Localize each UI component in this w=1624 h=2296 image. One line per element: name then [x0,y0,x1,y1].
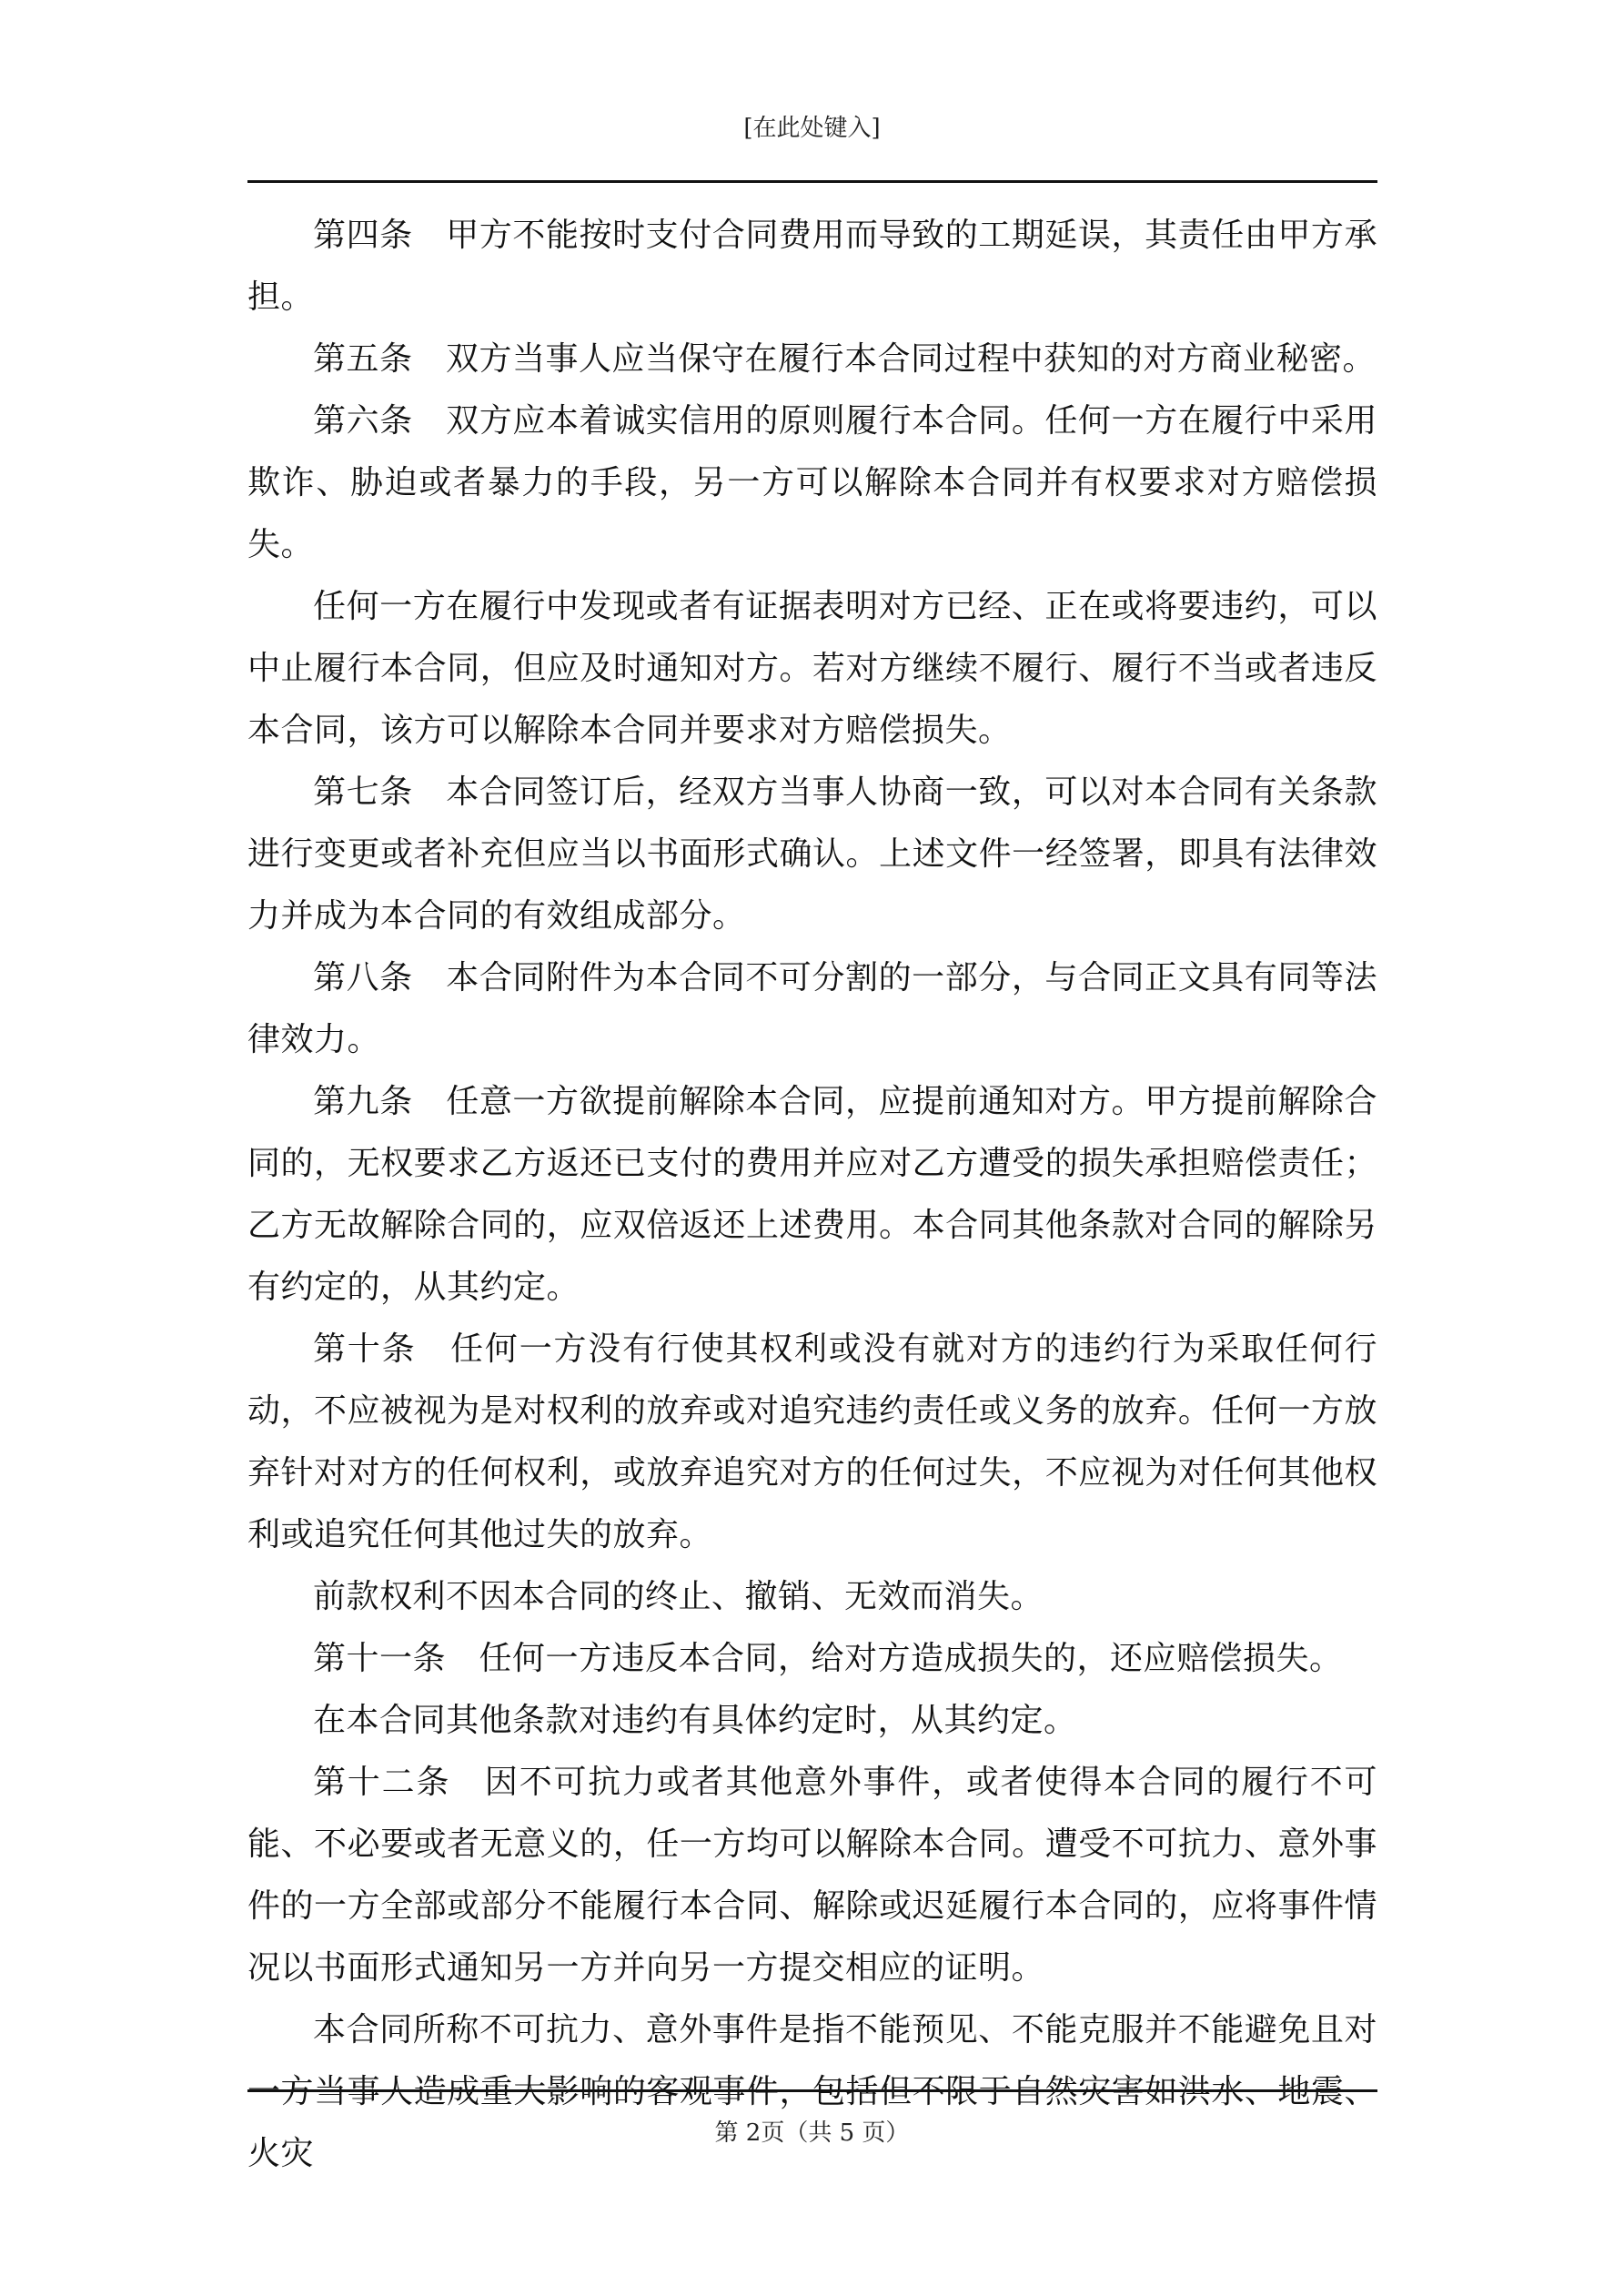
article-10-continuation-paragraph: 前款权利不因本合同的终止、撤销、无效而消失。 [313,1578,1044,1615]
footer-rule [247,2089,1377,2092]
header-placeholder: [在此处键入] [743,115,881,142]
article-12-continuation-paragraph: 本合同所称不可抗力、意外事件是指不能预见、不能克服并不能避免且对一方当事人造成重大影响的客观事件，包括但不限于自然灾害如洪水、地震、火灾 [247,2011,1377,2172]
article-8-paragraph: 第八条 本合同附件为本合同不可分割的一部分，与合同正文具有同等法律效力。 [247,959,1377,1058]
article-10-paragraph: 第十条 任何一方没有行使其权利或没有就对方的违约行为采取任何行动，不应被视为是对权利的放弃或对追究违约责任或义务的放弃。任何一方放弃针对对方的任何权利，或放弃追究对方的任何过失，不应视为对任何其他权利或追究任何其他过失的放弃。 [247,1330,1377,1553]
document-body [247,205,1377,2185]
article-4-paragraph: 第四条 甲方不能按时支付合同费用而导致的工期延误，其责任由甲方承担。 [247,217,1377,316]
article-9-paragraph: 第九条 任意一方欲提前解除本合同，应提前通知对方。甲方提前解除合同的，无权要求乙方返还已支付的费用并应对乙方遭受的损失承担赔偿责任；乙方无故解除合同的，应双倍返还上述费用。本合同其他条款对合同的解除另有约定的，从其约定。 [247,1083,1377,1306]
page-number: 第 2页（共 5 页） [714,2119,910,2147]
article-7-paragraph: 第七条 本合同签订后，经双方当事人协商一致，可以对本合同有关条款进行变更或者补充但应当以书面形式确认。上述文件一经签署，即具有法律效力并成为本合同的有效组成部分。 [247,774,1377,935]
article-11-continuation-paragraph: 在本合同其他条款对违约有具体约定时，从其约定。 [313,1702,1077,1739]
article-12-paragraph: 第十二条 因不可抗力或者其他意外事件，或者使得本合同的履行不可能、不必要或者无意义的，任一方均可以解除本合同。遭受不可抗力、意外事件的一方全部或部分不能履行本合同、解除或迟延履行本合同的，应将事件情况以书面形式通知另一方并向另一方提交相应的证明。 [247,1764,1377,1987]
article-11-paragraph: 第十一条 任何一方违反本合同，给对方造成损失的，还应赔偿损失。 [313,1640,1343,1677]
article-6-continuation-paragraph: 任何一方在履行中发现或者有证据表明对方已经、正在或将要违约，可以中止履行本合同，但应及时通知对方。若对方继续不履行、履行不当或者违反本合同，该方可以解除本合同并要求对方赔偿损失。 [247,588,1377,749]
article-5-paragraph: 第五条 双方当事人应当保守在履行本合同过程中获知的对方商业秘密。 [313,340,1377,378]
header-rule [247,180,1377,183]
article-6-paragraph: 第六条 双方应本着诚实信用的原则履行本合同。任何一方在履行中采用欺诈、胁迫或者暴力的手段，另一方可以解除本合同并有权要求对方赔偿损失。 [247,402,1377,563]
